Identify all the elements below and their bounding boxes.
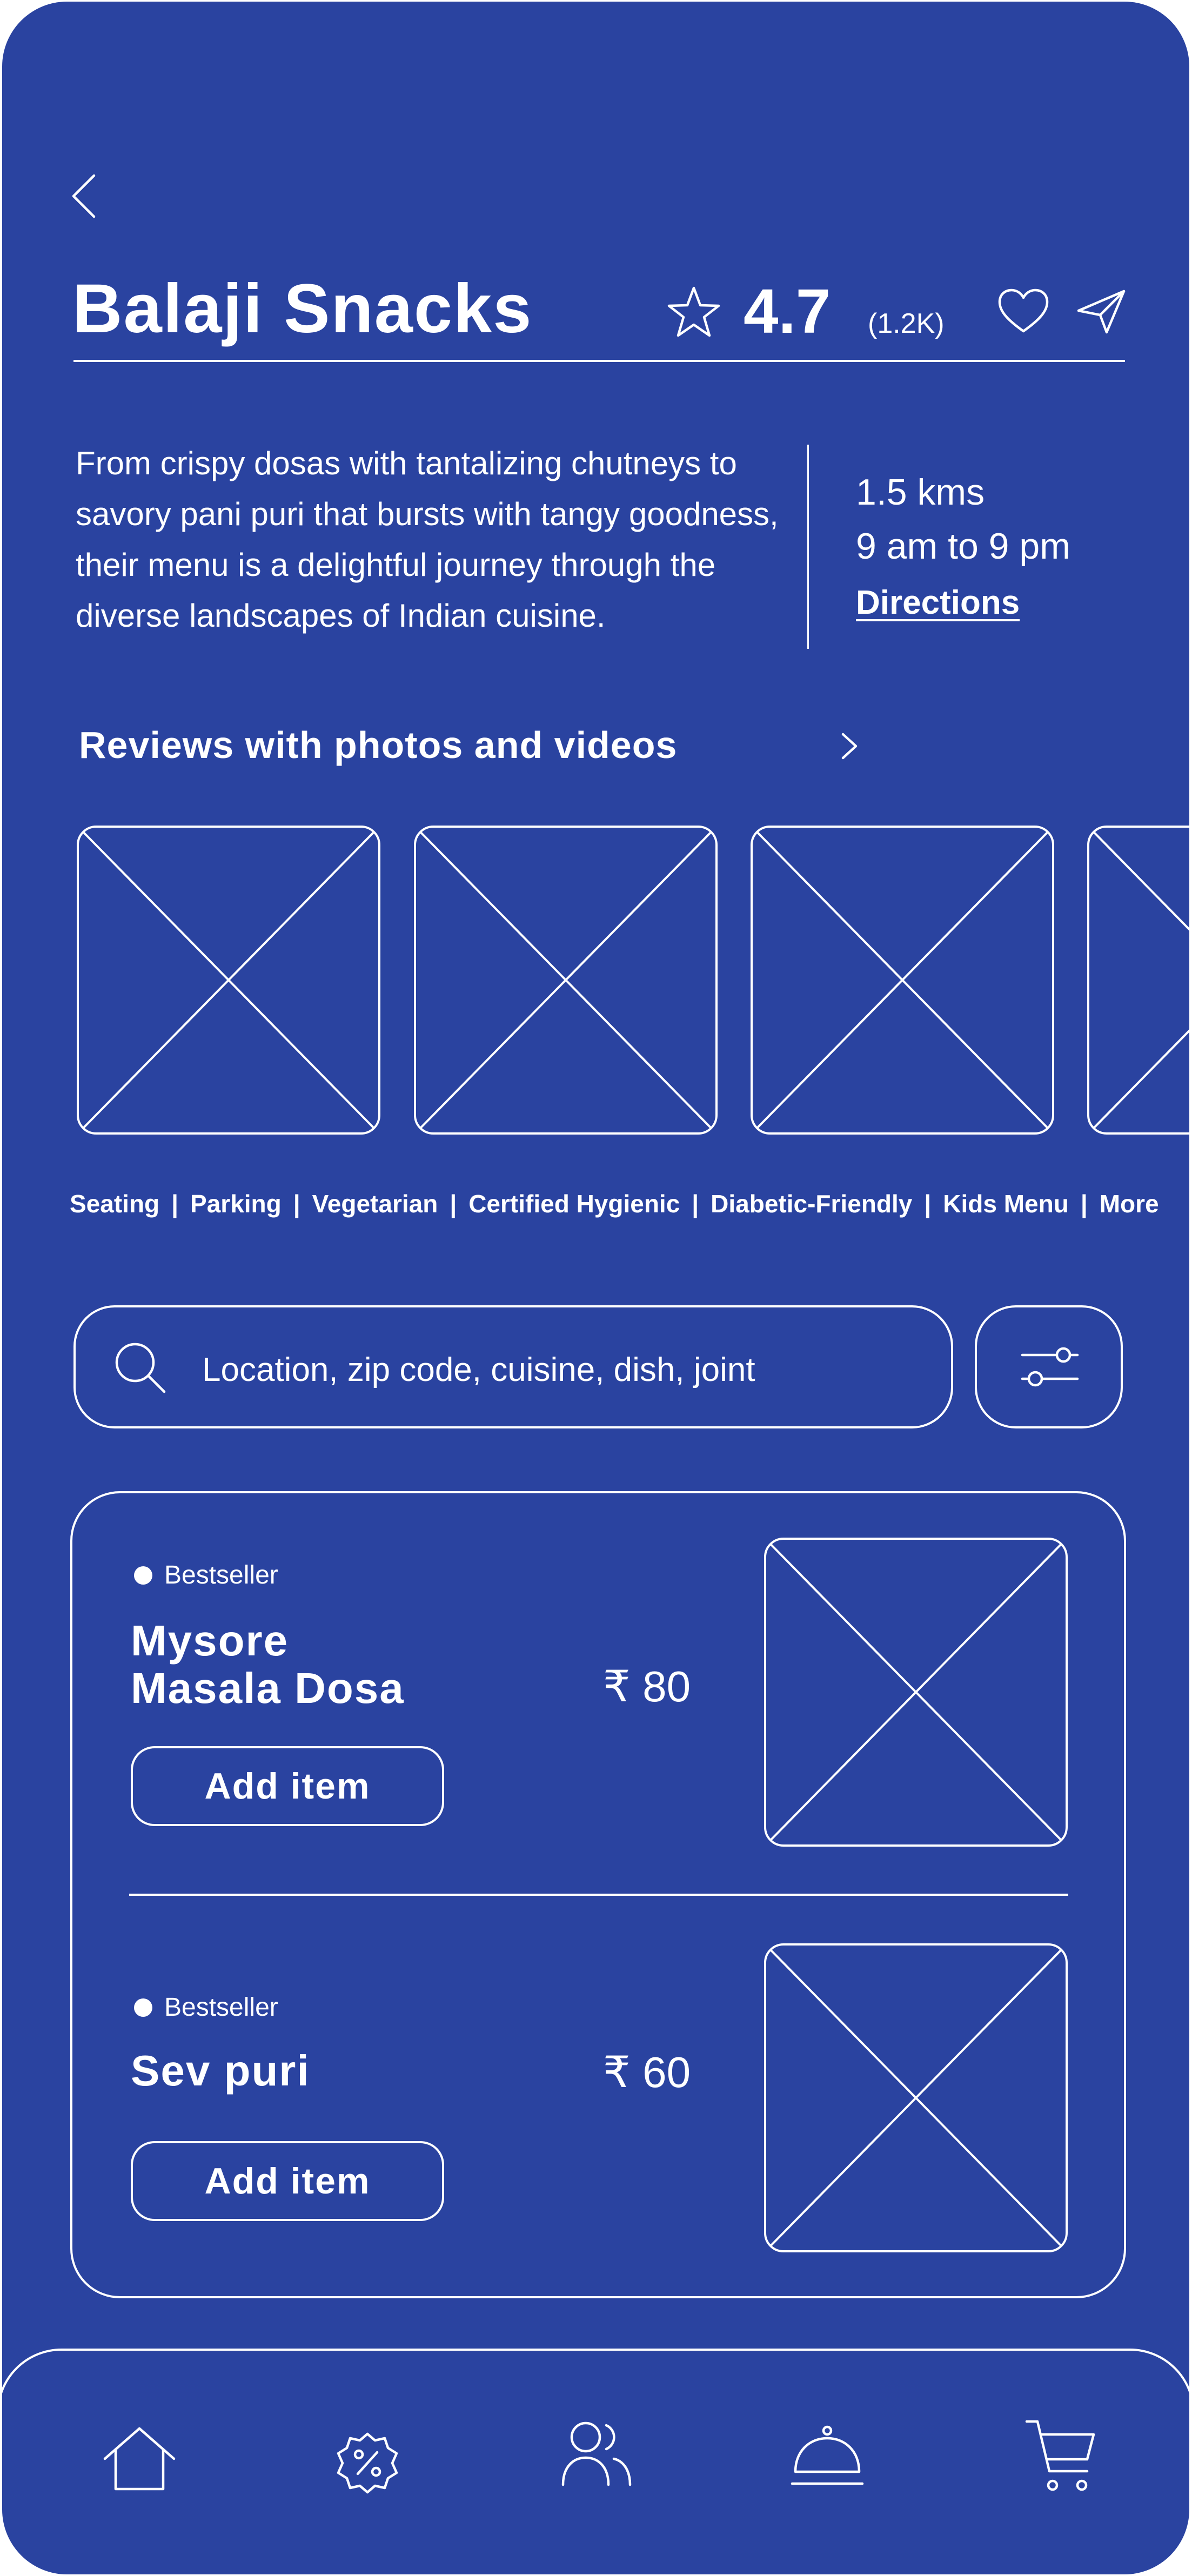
tag-parking[interactable]: Parking	[190, 1190, 282, 1218]
menu-item-divider	[129, 1894, 1068, 1896]
search-placeholder: Location, zip code, cuisine, dish, joint	[202, 1351, 755, 1388]
chevron-right-icon[interactable]	[841, 732, 858, 760]
tag-separator: |	[171, 1190, 179, 1218]
directions-link[interactable]: Directions	[856, 584, 1020, 621]
dish-name-line-1: Mysore	[131, 1616, 289, 1665]
tag-seating[interactable]: Seating	[70, 1190, 160, 1218]
badge-dot-icon	[134, 1998, 152, 2017]
cloche-icon[interactable]	[790, 2425, 865, 2487]
tag-separator: |	[924, 1190, 932, 1218]
dish-image-2[interactable]	[764, 1943, 1068, 2252]
add-item-button[interactable]: Add item	[131, 1746, 444, 1826]
back-chevron-icon[interactable]	[70, 173, 97, 219]
badge-dot-icon	[134, 1566, 152, 1585]
rating-value: 4.7	[744, 276, 831, 346]
badge-label: Bestseller	[164, 1561, 278, 1589]
bestseller-badge	[134, 1993, 278, 2022]
distance: 1.5 kms	[856, 472, 985, 513]
review-media-4[interactable]	[1087, 826, 1189, 1135]
restaurant-name: Balaji Snacks	[72, 270, 533, 347]
tag-more[interactable]: More	[1099, 1190, 1159, 1218]
sliders-filter-icon	[1021, 1346, 1077, 1387]
tag-diabetic-friendly[interactable]: Diabetic-Friendly	[711, 1190, 913, 1218]
add-item-button[interactable]: Add item	[131, 2141, 444, 2221]
share-send-icon[interactable]	[1076, 289, 1126, 334]
review-media-1[interactable]	[77, 826, 380, 1135]
amenity-tags	[70, 1189, 1159, 1218]
dish-name-line-2: Masala Dosa	[131, 1664, 405, 1712]
tag-separator: |	[293, 1190, 300, 1218]
badge-label: Bestseller	[164, 1993, 278, 2022]
tag-separator: |	[692, 1190, 699, 1218]
bestseller-badge	[134, 1560, 278, 1590]
home-icon[interactable]	[103, 2426, 176, 2491]
review-media-2[interactable]	[414, 826, 718, 1135]
rating-count: (1.2K)	[868, 308, 945, 339]
tag-vegetarian[interactable]: Vegetarian	[312, 1190, 438, 1218]
info-divider	[807, 445, 809, 649]
dish-image-1[interactable]	[764, 1538, 1068, 1847]
tag-certified-hygienic[interactable]: Certified Hygienic	[468, 1190, 680, 1218]
tag-separator: |	[450, 1190, 457, 1218]
dish-name-line-1: Sev puri	[131, 2047, 310, 2095]
discount-badge-icon[interactable]	[336, 2432, 399, 2494]
heart-icon[interactable]	[997, 288, 1049, 333]
search-input[interactable]	[73, 1305, 953, 1428]
users-icon[interactable]	[561, 2421, 632, 2488]
tag-separator: |	[1080, 1190, 1088, 1218]
opening-hours: 9 am to 9 pm	[856, 526, 1070, 567]
dish-name	[131, 2047, 310, 2095]
review-media-3[interactable]	[751, 826, 1054, 1135]
dish-price: ₹ 80	[603, 1662, 691, 1710]
star-icon	[667, 286, 721, 339]
dish-price: ₹ 60	[603, 2048, 691, 2096]
reviews-title[interactable]: Reviews with photos and videos	[79, 724, 678, 766]
title-divider	[73, 360, 1125, 362]
restaurant-description: From crispy dosas with tantalizing chutneys to savory pani puri that bursts with tangy goodness, their menu is a delightful journey through the diverse landscapes of Indian cuisine.	[76, 445, 779, 634]
filter-button[interactable]	[975, 1305, 1123, 1428]
app-screen	[2, 2, 1189, 2574]
tag-kids-menu[interactable]: Kids Menu	[943, 1190, 1069, 1218]
cart-icon[interactable]	[1024, 2419, 1097, 2493]
search-icon	[113, 1341, 168, 1395]
dish-name	[131, 1617, 405, 1712]
